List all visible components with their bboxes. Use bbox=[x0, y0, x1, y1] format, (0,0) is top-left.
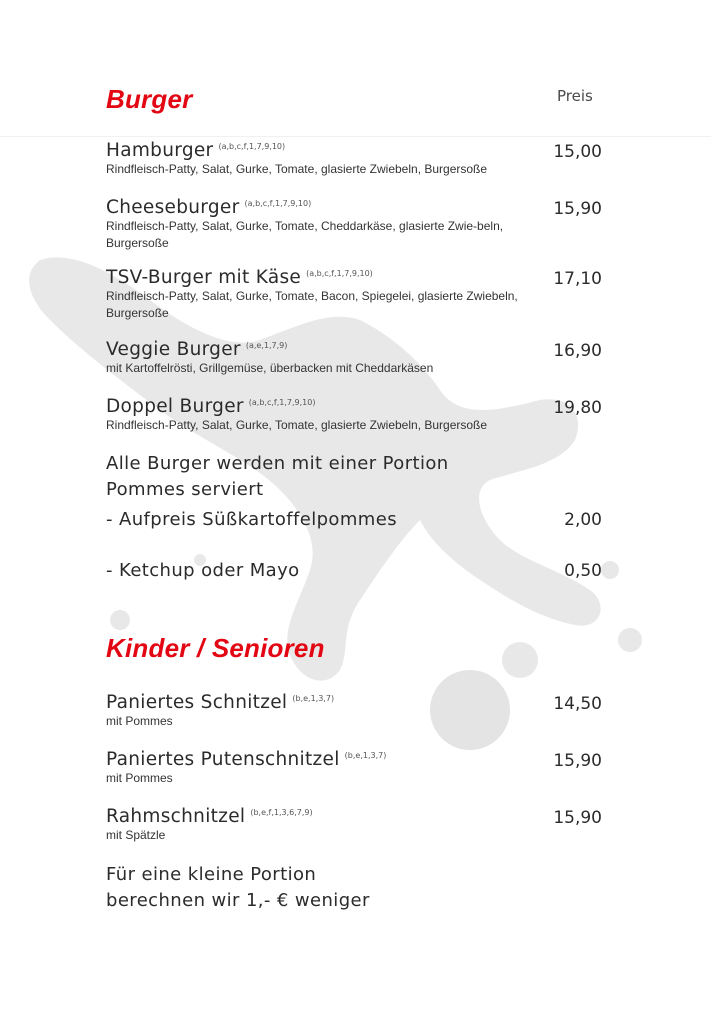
item-description: Rindfleisch-Patty, Salat, Gurke, Tomate, glasierte Zwiebeln, Burgersoße bbox=[106, 162, 488, 176]
allergen-codes: (a,b,c,f,1,7,9,10) bbox=[218, 142, 286, 151]
item-description: Rindfleisch-Patty, Salat, Gurke, Tomate, Bacon, Spiegelei, glasierte Zwiebeln, Burgersoße bbox=[106, 289, 518, 320]
item-description: mit Pommes bbox=[106, 714, 173, 728]
small-portion-note bbox=[106, 862, 370, 914]
item-price: 16,90 bbox=[553, 341, 602, 361]
extra-label: - Aufpreis Süßkartoffelpommes bbox=[106, 509, 397, 530]
header-divider bbox=[0, 136, 711, 137]
menu-item-hamburger bbox=[106, 140, 606, 178]
menu-item-doppel-burger bbox=[106, 396, 606, 434]
note-line: Pommes serviert bbox=[106, 479, 264, 500]
item-description: Rindfleisch-Patty, Salat, Gurke, Tomate, Cheddarkäse, glasierte Zwie-beln, Burgersoße bbox=[106, 219, 504, 250]
menu-item-tsv-burger bbox=[106, 267, 606, 322]
item-name: Paniertes Putenschnitzel bbox=[106, 749, 340, 770]
menu-item-paniertes-schnitzel bbox=[106, 692, 606, 730]
item-name: Cheeseburger bbox=[106, 197, 240, 218]
item-price: 15,00 bbox=[553, 142, 602, 162]
item-price: 15,90 bbox=[553, 751, 602, 771]
note-line: Alle Burger werden mit einer Portion bbox=[106, 453, 449, 474]
allergen-codes: (a,e,1,7,9) bbox=[245, 341, 288, 350]
allergen-codes: (b,e,1,3,7) bbox=[292, 694, 335, 703]
burger-section-title: Burger bbox=[106, 84, 193, 114]
extra-label: - Ketchup oder Mayo bbox=[106, 560, 300, 581]
item-price: 19,80 bbox=[553, 398, 602, 418]
item-description: mit Pommes bbox=[106, 771, 173, 785]
item-price: 17,10 bbox=[553, 269, 602, 289]
extra-price: 0,50 bbox=[564, 561, 602, 581]
item-name: Paniertes Schnitzel bbox=[106, 692, 288, 713]
item-name: Veggie Burger bbox=[106, 339, 241, 360]
item-name: Rahmschnitzel bbox=[106, 806, 246, 827]
item-description: mit Spätzle bbox=[106, 828, 166, 842]
note-line: berechnen wir 1,- € weniger bbox=[106, 890, 370, 911]
item-name: Hamburger bbox=[106, 140, 214, 161]
allergen-codes: (b,e,1,3,7) bbox=[344, 751, 387, 760]
menu-item-paniertes-putenschnitzel bbox=[106, 749, 606, 787]
menu-item-veggie-burger bbox=[106, 339, 606, 377]
note-line: Für eine kleine Portion bbox=[106, 864, 317, 885]
price-column-header: Preis bbox=[557, 87, 593, 105]
allergen-codes: (a,b,c,f,1,7,9,10) bbox=[248, 398, 316, 407]
allergen-codes: (b,e,f,1,3,6,7,9) bbox=[250, 808, 313, 817]
item-name: TSV-Burger mit Käse bbox=[106, 267, 302, 288]
kinder-senioren-section-title: Kinder / Senioren bbox=[106, 633, 325, 663]
burger-side-note bbox=[106, 451, 449, 503]
item-description: Rindfleisch-Patty, Salat, Gurke, Tomate, glasierte Zwiebeln, Burgersoße bbox=[106, 418, 488, 432]
item-price: 14,50 bbox=[553, 694, 602, 714]
item-name: Doppel Burger bbox=[106, 396, 244, 417]
allergen-codes: (a,b,c,f,1,7,9,10) bbox=[244, 199, 312, 208]
extra-price: 2,00 bbox=[564, 510, 602, 530]
allergen-codes: (a,b,c,f,1,7,9,10) bbox=[306, 269, 373, 278]
item-price: 15,90 bbox=[553, 808, 602, 828]
menu-item-cheeseburger bbox=[106, 197, 606, 252]
item-price: 15,90 bbox=[553, 199, 602, 219]
item-description: mit Kartoffelrösti, Grillgemüse, überbacken mit Cheddarkäsen bbox=[106, 361, 434, 375]
menu-item-rahmschnitzel bbox=[106, 806, 606, 844]
